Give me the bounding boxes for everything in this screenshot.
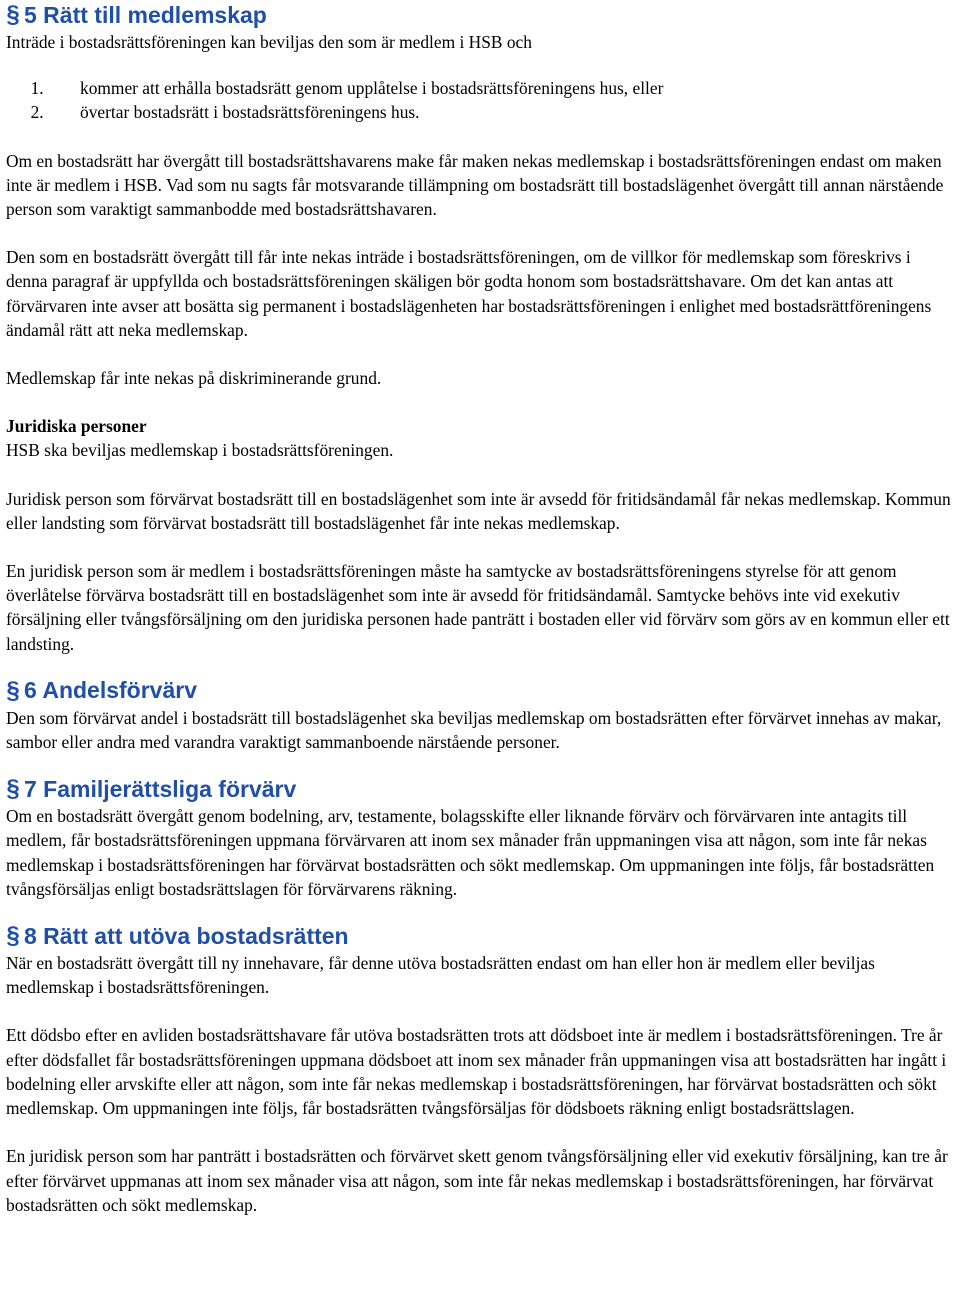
section-5-intro: Inträde i bostadsrättsföreningen kan beviljas den som är medlem i HSB och xyxy=(6,32,532,52)
section-8-paragraph-2: Ett dödsbo efter en avliden bostadsrättshavare får utöva bostadsrätten trots att dödsboet inte är medlem i bostadsrättsföreningen. Tre år efter dödsfallet får bostadsrättsföreningen uppmana dödsboet att inom sex månader från uppmaningen visa att bostadsrätten har ingått i bodelning eller arvskifte eller att någon, som inte får nekas medlemskap i bostadsrättsföreningen, har förvärvat bostadsrätten och sökt medlemskap. Om uppmaningen inte följs, får bostadsrätten tvångsförsäljas för dödsboets räkning enligt bostadsrättslagen. xyxy=(6,1025,947,1119)
section-8-title: 8 Rätt att utöva bostadsrätten xyxy=(24,922,349,949)
section-7-title: 7 Familjerättsliga förvärv xyxy=(24,775,297,802)
section-5-paragraph-4: HSB ska beviljas medlemskap i bostadsrättsföreningen. xyxy=(6,440,394,461)
section-5-list xyxy=(6,76,954,124)
section-8-paragraph-3: En juridisk person som har panträtt i bostadsrätten och förvärvet skett genom tvångsförsäljning eller vid exekutiv försäljning, kan tre år efter förvärvet uppmanas att inom sex månader visa att någon, som inte får nekas medlemskap i bostadsrättsföreningen, har förvärvat bostadsrätten och sökt medlemskap. xyxy=(6,1146,948,1215)
section-5-title: 5 Rätt till medlemskap xyxy=(24,1,267,28)
section-sign-icon: § xyxy=(6,676,20,704)
section-6-heading xyxy=(6,676,954,706)
section-5-paragraph-1: Om en bostadsrätt har övergått till bostadsrättshavarens make får maken nekas medlemskap i bostadsrättsföreningen endast om maken inte är medlem i HSB. Vad som nu sagts får motsvarande tillämpning om bostadsrätt till bostadslägenhet övergått till annan närstående person som varaktigt sammanbodde med bostadsrättshavaren. xyxy=(6,150,944,220)
list-item: 1. kommer att erhålla bostadsrätt genom upplåtelse i bostadsrättsföreningens hus, eller xyxy=(48,76,954,100)
section-5-paragraph-6: En juridisk person som är medlem i bostadsrättsföreningen måste ha samtycke av bostadsrättsföreningens styrelse för att genom överlåtelse förvärva bostadsrätt till en bostadslägenhet som inte är avsedd för fritidsändamål. Samtycke behövs inte vid exekutiv försäljning eller tvångsförsäljning om den juridiska personen hade panträtt i bostaden eller vid förvärv som görs av en kommun eller ett landsting. xyxy=(6,561,950,654)
section-6-paragraph-1: Den som förvärvat andel i bostadsrätt till bostadslägenhet ska beviljas medlemskap om bostadsrätten efter förvärvet innehas av makar, sambor eller andra med varandra varaktigt sammanboende närstående personer. xyxy=(6,707,942,753)
section-sign-icon: § xyxy=(6,1,20,28)
section-5-paragraph-2: Den som en bostadsrätt övergått till får inte nekas inträde i bostadsrättsföreningen, om de villkor för medlemskap som föreskrivs i denna paragraf är uppfyllda och bostadsrättsföreningen skäligen bör godta honom som bostadsrättshavare. Om det kan antas att förvärvaren inte avser att bosätta sig permanent i bostadslägenheten har bostadsrättsföreningen i enlighet med bostadsrättföreningens ändamål rätt att neka medlemskap. xyxy=(6,247,932,340)
section-7-heading xyxy=(6,774,954,804)
subheading-juridiska-personer: Juridiska personer xyxy=(6,416,147,437)
section-7-paragraph-1: Om en bostadsrätt övergått genom bodelning, arv, testamente, bolagsskifte eller liknande förvärv och förvärvaren inte antagits till medlem, får bostadsrättsföreningen uppmana förvärvaren att inom sex månader från uppmaningen visa att någon, som inte får nekas medlemskap i bostadsrättsföreningen har förvärvat bostadsrätten och sökt medlemskap. Om uppmaningen inte följs, får bostadsrätten tvångsförsäljas enligt bostadsrättslagen för förvärvarens räkning. xyxy=(6,806,935,899)
section-5-paragraph-5: Juridisk person som förvärvat bostadsrätt till en bostadslägenhet som inte är avsedd för fritidsändamål får nekas medlemskap. Kommun eller landsting som förvärvat bostadsrätt till bostadslägenhet får inte nekas medlemskap. xyxy=(6,488,951,533)
section-sign-icon: § xyxy=(6,775,20,803)
list-item: 2. övertar bostadsrätt i bostadsrättsföreningens hus. xyxy=(48,100,954,124)
section-8-paragraph-1: När en bostadsrätt övergått till ny innehavare, får denne utöva bostadsrätten endast om han eller hon är medlem eller beviljas medlemskap i bostadsrättsföreningen. xyxy=(6,953,875,998)
section-8-heading xyxy=(6,921,954,951)
section-sign-icon: § xyxy=(6,922,20,950)
section-6-title: 6 Andelsförvärv xyxy=(24,677,197,704)
section-5-paragraph-3: Medlemskap får inte nekas på diskriminerande grund. xyxy=(6,368,382,389)
section-5-heading xyxy=(6,0,954,30)
